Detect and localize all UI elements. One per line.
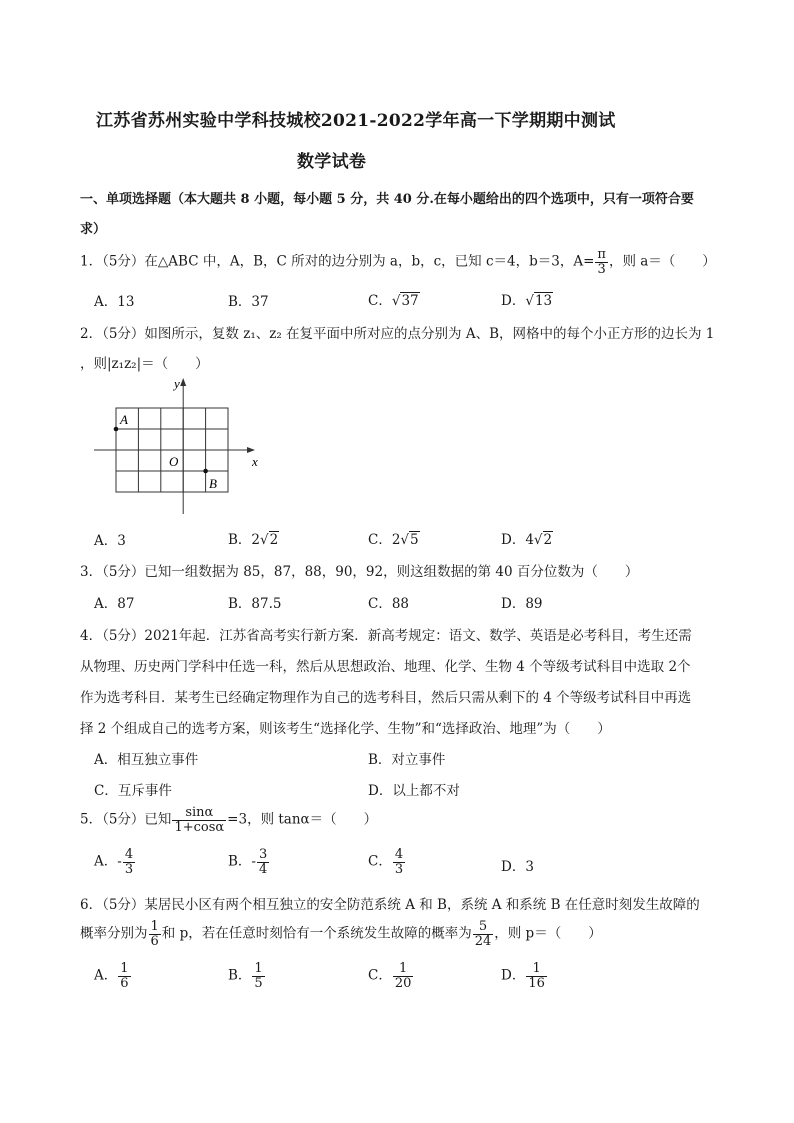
q6-option-c bbox=[368, 962, 414, 990]
question-1-tail: ，则 a＝（ ） bbox=[608, 253, 716, 270]
frac-den: 3 bbox=[124, 861, 134, 877]
section-heading-cont: 求） bbox=[80, 222, 107, 237]
question-5-prefix: 5．（5分）已知 bbox=[80, 811, 172, 828]
q1-option-d bbox=[501, 289, 553, 309]
frac-num: 1 bbox=[526, 962, 547, 977]
x-arrow bbox=[247, 447, 255, 453]
q1-option-a: A．13 bbox=[94, 294, 135, 310]
point-b-label: B bbox=[209, 476, 217, 491]
q3-option-b: B．87.5 bbox=[228, 596, 282, 612]
q2-option-b bbox=[228, 528, 279, 548]
text: ，则 p＝（ ） bbox=[494, 925, 602, 942]
q2-option-a: A．3 bbox=[94, 533, 126, 549]
point-a-label: A bbox=[120, 412, 128, 427]
question-4-line4: 择 2 个组成自己的选考方案，则该考生“选择化学、生物”和“选择政治、地理”为（ ） bbox=[80, 721, 611, 737]
label: B． bbox=[228, 967, 252, 984]
question-5-suffix: =3，则 tanα＝（ ） bbox=[227, 811, 378, 828]
q2-option-d bbox=[501, 528, 553, 548]
label: C．2 bbox=[368, 532, 401, 548]
section-heading: 一、单项选择题（本大题共 8 小题，每小题 5 分，共 40 分.在每小题给出的四个选项中，只有一项符合要 bbox=[80, 192, 694, 207]
question-4-line2: 从物理、历史两门学科中任选一科，然后从思想政治、地理、化学、生物 4 个等级考试科目中选取 2个 bbox=[80, 659, 691, 675]
fraction bbox=[526, 962, 547, 990]
frac-den: 4 bbox=[258, 861, 268, 877]
label: C． bbox=[368, 967, 392, 984]
page-subtitle: 数学试卷 bbox=[297, 152, 367, 172]
sqrt: √2 bbox=[533, 532, 553, 548]
question-3: 3．（5分）已知一组数据为 85，87，88，90，92，则这组数据的第 40 百分位数为（ ） bbox=[80, 564, 639, 580]
question-5 bbox=[80, 806, 377, 834]
sin-over-one-plus-cos bbox=[172, 806, 226, 834]
frac-den: 3 bbox=[597, 261, 606, 277]
question-6: 6．（5分）某居民小区有两个相互独立的安全防范系统 A 和 B，系统 A 和系统 B 在任意时刻发生故障的 bbox=[80, 897, 700, 913]
fraction-5-24 bbox=[473, 920, 494, 948]
q4-option-c: C．互斥事件 bbox=[94, 783, 172, 799]
frac-den: 16 bbox=[528, 975, 545, 991]
fraction bbox=[123, 848, 135, 876]
question-4: 4．（5分）2021年起．江苏省高考实行新方案．新高考规定：语文、数学、英语是必考科目，考生还需 bbox=[80, 628, 692, 644]
minus-sign: - bbox=[117, 853, 122, 870]
q6-option-b bbox=[228, 962, 266, 990]
radicand: 2 bbox=[269, 532, 279, 548]
fraction bbox=[393, 848, 405, 876]
minus-sign: - bbox=[251, 853, 256, 870]
q5-option-c bbox=[368, 848, 406, 876]
frac-den: 24 bbox=[474, 933, 492, 949]
fraction bbox=[118, 962, 130, 990]
y-arrow bbox=[180, 378, 186, 386]
question-1 bbox=[80, 248, 716, 276]
q4-option-a: A．相互独立事件 bbox=[94, 752, 199, 768]
x-label: x bbox=[252, 454, 258, 469]
frac-num: 3 bbox=[258, 847, 268, 862]
label: D． bbox=[501, 967, 526, 984]
label: D． bbox=[501, 293, 526, 309]
sqrt: √2 bbox=[260, 532, 279, 548]
question-2: 2．（5分）如图所示，复数 z₁、z₂ 在复平面中所对应的点分别为 A、B，网格中的每个小正方形的边长为 1 bbox=[80, 326, 715, 342]
frac-den: 6 bbox=[150, 933, 159, 949]
label: A． bbox=[94, 853, 118, 870]
label: B．2 bbox=[228, 532, 261, 548]
frac-num: 1 bbox=[393, 962, 414, 977]
frac-num: 4 bbox=[124, 847, 134, 862]
question-6-line2 bbox=[80, 920, 602, 948]
frac-num: 4 bbox=[394, 847, 404, 862]
frac-num: sinα bbox=[172, 806, 226, 821]
radicand: 5 bbox=[410, 532, 419, 548]
label: C． bbox=[368, 853, 392, 870]
sqrt: √37 bbox=[391, 293, 419, 309]
q6-option-a bbox=[94, 962, 132, 990]
complex-plane-figure bbox=[90, 374, 280, 518]
angle-a-eq: A= bbox=[573, 253, 595, 270]
frac-den: 5 bbox=[254, 975, 263, 991]
question-2-cont: ，则|z₁z₂|＝（ ） bbox=[80, 356, 209, 372]
radicand: 2 bbox=[543, 532, 553, 548]
question-1-stem: 1．（5分）在△ABC 中，A，B，C 所对的边分别为 a，b，c，已知 c＝4，b＝3， bbox=[80, 253, 574, 270]
radicand: 37 bbox=[401, 293, 419, 309]
sqrt: √13 bbox=[525, 293, 553, 309]
fraction-1-6 bbox=[149, 920, 161, 948]
label: B． bbox=[228, 853, 252, 870]
q5-option-d: D．3 bbox=[501, 859, 534, 875]
frac-num: 1 bbox=[120, 961, 129, 976]
radicand: 13 bbox=[534, 293, 553, 309]
q5-option-b bbox=[228, 848, 270, 876]
label: A． bbox=[94, 967, 118, 984]
frac-num: π bbox=[597, 247, 606, 262]
q1-option-c bbox=[368, 289, 420, 309]
text: 和 p，若在任意时刻恰有一个系统发生故障的概率为 bbox=[161, 925, 472, 942]
page-title: 江苏省苏州实验中学科技城校2021-2022学年高一下学期期中测试 bbox=[96, 111, 616, 131]
label: D．4 bbox=[501, 532, 534, 548]
label: C． bbox=[368, 293, 392, 309]
q6-option-d bbox=[501, 962, 548, 990]
fraction bbox=[252, 962, 264, 990]
q4-option-b: B．对立事件 bbox=[368, 752, 446, 768]
text: 概率分别为 bbox=[80, 925, 148, 942]
fraction bbox=[393, 962, 414, 990]
frac-den: 20 bbox=[394, 975, 412, 991]
frac-den: 1+cosα bbox=[174, 819, 225, 835]
frac-den: 3 bbox=[394, 861, 404, 877]
q1-option-b: B．37 bbox=[228, 294, 269, 310]
q3-option-c: C．88 bbox=[368, 596, 410, 612]
question-4-line3: 作为选考科目．某考生已经确定物理作为自己的选考科目，然后只需从剩下的 4 个等级考试科目中再选 bbox=[80, 690, 692, 706]
q4-option-d: D．以上都不对 bbox=[368, 783, 460, 799]
axes bbox=[94, 384, 250, 514]
q3-option-d: D．89 bbox=[501, 596, 543, 612]
q3-option-a: A．87 bbox=[94, 596, 135, 612]
point-a bbox=[114, 427, 119, 432]
fraction bbox=[257, 848, 269, 876]
q5-option-a bbox=[94, 848, 136, 876]
frac-den: 6 bbox=[120, 975, 129, 991]
frac-num: 1 bbox=[254, 961, 263, 976]
q2-option-c bbox=[368, 528, 420, 548]
point-b bbox=[203, 469, 208, 474]
y-label: y bbox=[174, 376, 180, 391]
frac-num: 1 bbox=[150, 919, 159, 934]
sqrt: √5 bbox=[400, 532, 419, 548]
frac-num: 5 bbox=[473, 920, 494, 935]
origin-label: O bbox=[169, 454, 179, 469]
pi-over-3 bbox=[595, 248, 608, 276]
